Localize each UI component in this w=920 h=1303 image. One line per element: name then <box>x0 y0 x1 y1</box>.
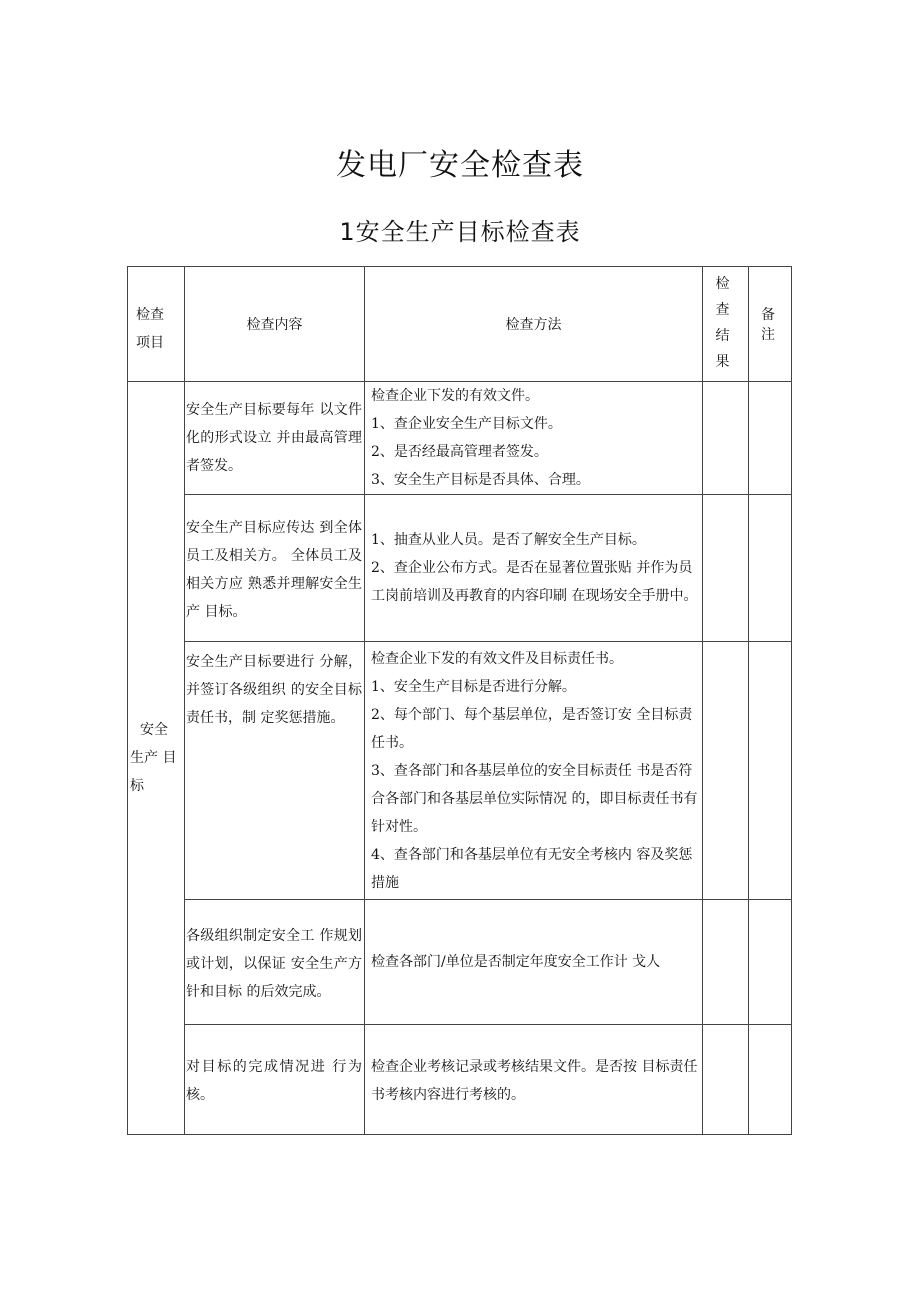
header-row <box>128 267 792 382</box>
notes-cell <box>749 642 792 900</box>
method-line: 检查企业下发的有效文件。 <box>371 388 539 404</box>
method-line: 3、安全生产目标是否具体、合理。 <box>371 472 590 488</box>
method-line: 2、每个部门、每个基层单位，是否签订安 全目标责任书。 <box>371 707 693 751</box>
method-line: 4、查各部门和各基层单位有无安全考核内 容及奖惩措施 <box>371 847 693 891</box>
notes-cell <box>749 382 792 495</box>
method-line: 检查各部门/单位是否制定年度安全工作计 戈人 <box>371 954 661 970</box>
content-cell: 安全生产目标要每年 以文件化的形式设立 并由最高管理者签发。 <box>185 382 365 495</box>
result-cell <box>703 642 749 900</box>
method-line: 2、查企业公布方式。是否在显著位置张贴 并作为员工岗前培训及再教育的内容印刷 在现场安全手册中。 <box>371 560 698 604</box>
method-line: 3、查各部门和各基层单位的安全目标责任 书是否符合各部门和各基层单位实际情况 的，即目标责任书有针对性。 <box>371 763 698 835</box>
result-cell <box>703 1025 749 1135</box>
category-line: 生产 目 <box>130 750 177 766</box>
notes-cell <box>749 1025 792 1135</box>
result-cell <box>703 382 749 495</box>
table-row <box>128 382 792 495</box>
category-cell <box>128 382 185 1135</box>
category-line: 标 <box>130 778 144 794</box>
category-line: 安全 <box>140 722 168 738</box>
method-cell <box>365 1025 703 1135</box>
method-cell <box>365 642 703 900</box>
method-line: 2、是否经最高管理者签发。 <box>371 444 548 460</box>
header-content: 检查内容 <box>185 267 365 382</box>
table-row <box>128 495 792 642</box>
method-cell <box>365 900 703 1025</box>
section-title: 1安全生产目标检查表 <box>339 218 581 246</box>
content-cell: 对目标的完成情况进 行为核。 <box>185 1025 365 1135</box>
header-result <box>703 267 749 382</box>
header-result-line: 结 果 <box>715 328 736 370</box>
method-line: 检查企业考核记录或考核结果文件。是否按 目标责任书考核内容进行考核的。 <box>371 1059 698 1103</box>
result-cell <box>703 900 749 1025</box>
header-item-line: 项目 <box>136 335 164 351</box>
content-cell: 安全生产目标要进行 分解，并签订各级组织 的安全目标责任书，制 定奖惩措施。 <box>185 642 365 900</box>
method-cell <box>365 495 703 642</box>
notes-cell <box>749 495 792 642</box>
method-line: 检查企业下发的有效文件及目标责任书。 <box>371 651 623 667</box>
page-title: 发电厂安全检查表 <box>336 148 584 183</box>
header-result-line: 检 查 <box>715 276 736 318</box>
header-item-line: 检查 <box>136 307 164 323</box>
method-line: 1、抽查从业人员。是否了解安全生产目标。 <box>371 532 646 548</box>
method-line: 1、安全生产目标是否进行分解。 <box>371 679 576 695</box>
header-method: 检查方法 <box>365 267 703 382</box>
content-cell: 各级组织制定安全工 作规划或计划，以保证 安全生产方针和目标 的后效完成。 <box>185 900 365 1025</box>
table-row <box>128 1025 792 1135</box>
header-item <box>128 267 185 382</box>
checklist-table <box>127 266 792 1135</box>
header-notes: 备 注 <box>749 267 792 382</box>
notes-cell <box>749 900 792 1025</box>
table-row <box>128 900 792 1025</box>
content-cell: 安全生产目标应传达 到全体员工及相关方。 全体员工及相关方应 熟悉并理解安全生产 目标。 <box>185 495 365 642</box>
method-cell <box>365 382 703 495</box>
table-row <box>128 642 792 900</box>
result-cell <box>703 495 749 642</box>
method-line: 1、查企业安全生产目标文件。 <box>371 416 562 432</box>
